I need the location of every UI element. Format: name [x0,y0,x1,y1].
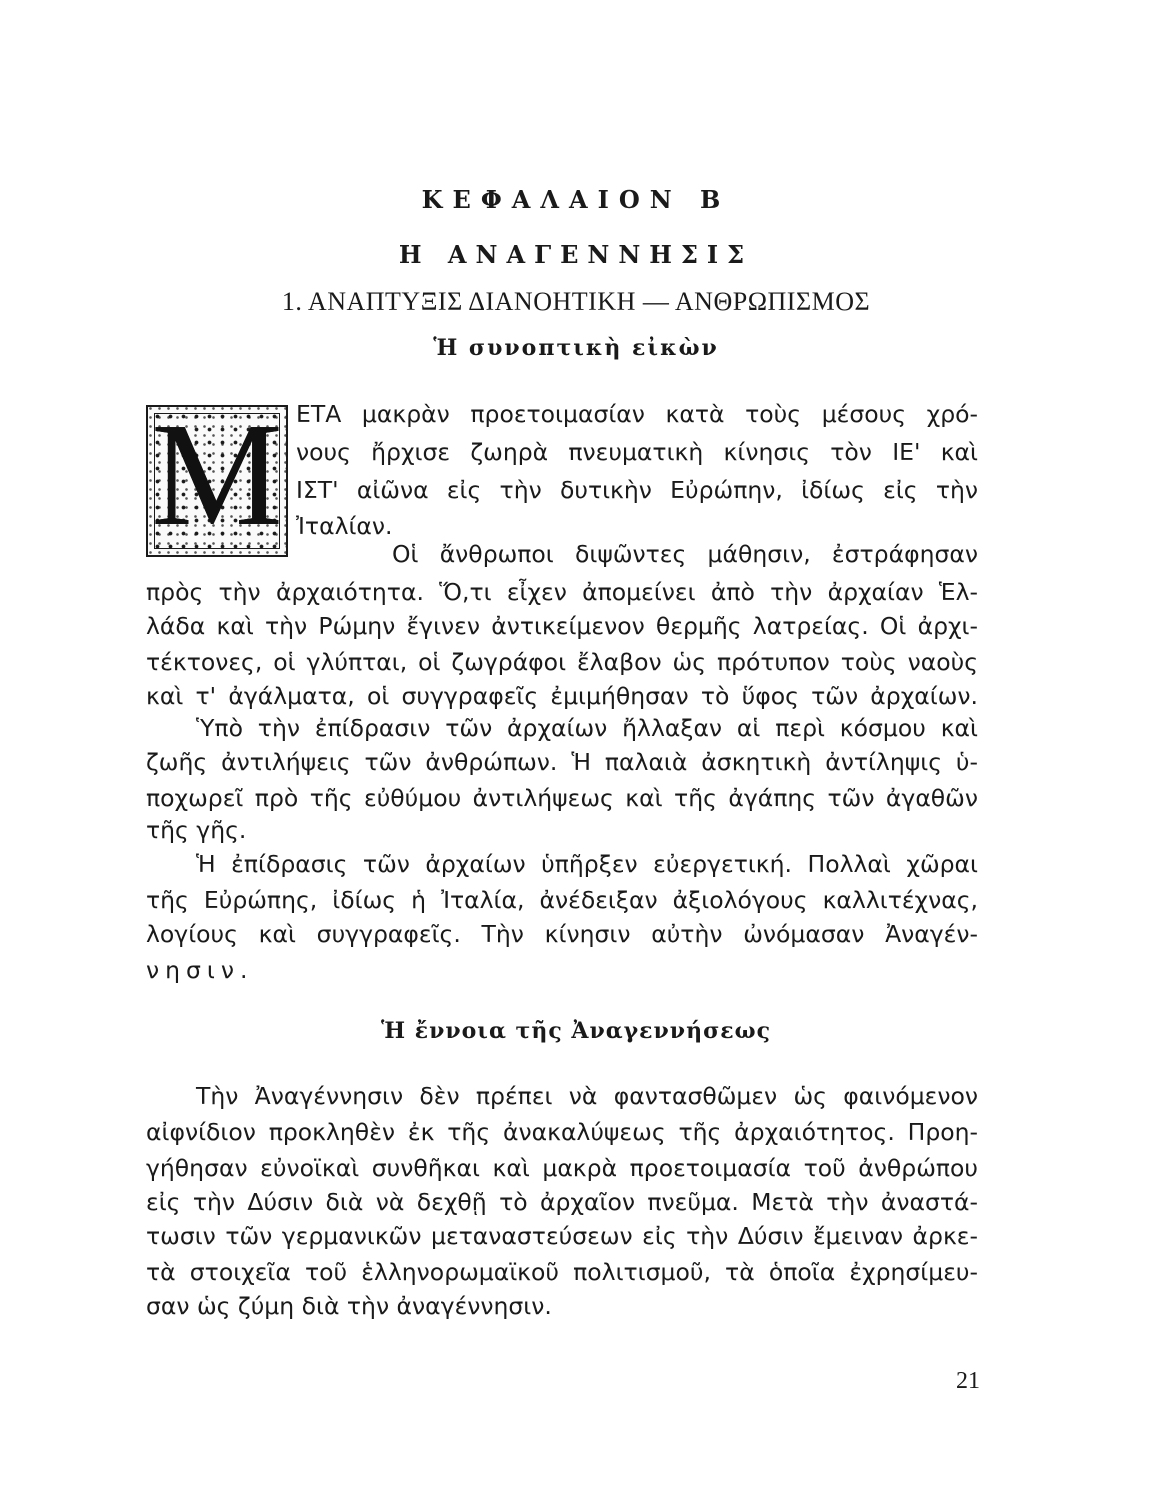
subheading-meaning: Ἡ ἔννοια τῆς Ἀναγεννήσεως [380,1018,772,1044]
chapter-heading: ΚΕΦΑΛΑΙΟΝ Β [421,185,731,214]
page-number: 21 [956,1368,980,1394]
text-line: Ὑπὸ τὴν ἐπίδρασιν τῶν ἀρχαίων ἤλλαξαν αἱ περὶ κόσμου καὶ [196,714,978,742]
text-line: λάδα καὶ τὴν Ρώμην ἔγινεν ἀντικείμενον θερμῆς λατρείας. Οἱ ἀρχι- [146,612,978,640]
text-line: γήθησαν εὐνοϊκαὶ συνθῆκαι καὶ μακρὰ προετοιμασία τοῦ ἀνθρώπου [146,1154,978,1182]
text-line: εἰς τὴν Δύσιν διὰ νὰ δεχθῇ τὸ ἀρχαῖον πνεῦμα. Μετὰ τὴν ἀναστά- [146,1188,978,1216]
text-line: ΕΤΑ μακρὰν προετοιμασίαν κατὰ τοὺς μέσους χρό- [296,400,978,428]
text-line: Οἱ ἄνθρωποι διψῶντες μάθησιν, ἐστράφησαν [392,540,978,568]
text-line: καὶ τ' ἀγάλματα, οἱ συγγραφεῖς ἐμιμήθησαν τὸ ὕφος τῶν ἀρχαίων. [146,682,978,710]
text-line: τὰ στοιχεῖα τοῦ ἑλληνορωμαϊκοῦ πολιτισμοῦ, τὰ ὁποῖα ἐχρησίμευ- [146,1258,978,1286]
text-line: ΙΣΤ' αἰῶνα εἰς τὴν δυτικὴν Εὐρώπην, ἰδίως εἰς τὴν [296,476,978,504]
subheading-overview: Ἡ συνοπτικὴ εἰκὼν [433,335,719,361]
text-line: ποχωρεῖ πρὸ τῆς εὐθύμου ἀντιλήψεως καὶ τῆς ἀγάπης τῶν ἀγαθῶν [146,784,978,812]
chapter-title: Η ΑΝΑΓΕΝΝΗΣΙΣ [398,240,754,269]
section-heading: 1. ΑΝΑΠΤΥΞΙΣ ΔΙΑΝΟΗΤΙΚΗ — ΑΝΘΡΩΠΙΣΜΟΣ [281,287,871,316]
drop-cap-letter: Μ [151,393,283,557]
text-line: τῆς Εὐρώπης, ἰδίως ἡ Ἰταλία, ἀνέδειξαν ἀξιολόγους καλλιτέχνας, [146,886,978,914]
text-line: τέκτονες, οἱ γλύπται, οἱ ζωγράφοι ἔλαβον ὡς πρότυπον τοὺς ναοὺς [146,648,978,676]
text-line: τῆς γῆς. [146,816,247,844]
text-line: αἰφνίδιον προκληθὲν ἐκ τῆς ἀνακαλύψεως τῆς ἀρχαιότητος. Προη- [146,1118,978,1146]
text-line: νους ἤρχισε ζωηρὰ πνευματικὴ κίνησις τὸν ΙΕ' καὶ [296,438,978,466]
text-line: ζωῆς ἀντιλήψεις τῶν ἀνθρώπων. Ἡ παλαιὰ ἀσκητικὴ ἀντίληψις ὑ- [146,748,978,776]
text-line: νησιν. [146,956,254,984]
text-line: σαν ὡς ζύμη διὰ τὴν ἀναγέννησιν. [146,1292,552,1320]
text-line: Ἡ ἐπίδρασις τῶν ἀρχαίων ὑπῆρξεν εὐεργετική. Πολλαὶ χῶραι [196,850,978,878]
text-line: Ἰταλίαν. [296,512,393,540]
text-line: πρὸς τὴν ἀρχαιότητα. Ὅ,τι εἶχεν ἀπομείνει ἀπὸ τὴν ἀρχαίαν Ἑλ- [146,578,978,606]
text-line: λογίους καὶ συγγραφεῖς. Τὴν κίνησιν αὐτὴν ὠνόμασαν Ἀναγέν- [146,920,978,948]
ornamental-drop-cap [146,393,288,557]
text-line: τωσιν τῶν γερμανικῶν μεταναστεύσεων εἰς τὴν Δύσιν ἔμειναν ἀρκε- [146,1222,978,1250]
text-line: Τὴν Ἀναγέννησιν δὲν πρέπει νὰ φαντασθῶμεν ὡς φαινόμενον [196,1082,978,1110]
